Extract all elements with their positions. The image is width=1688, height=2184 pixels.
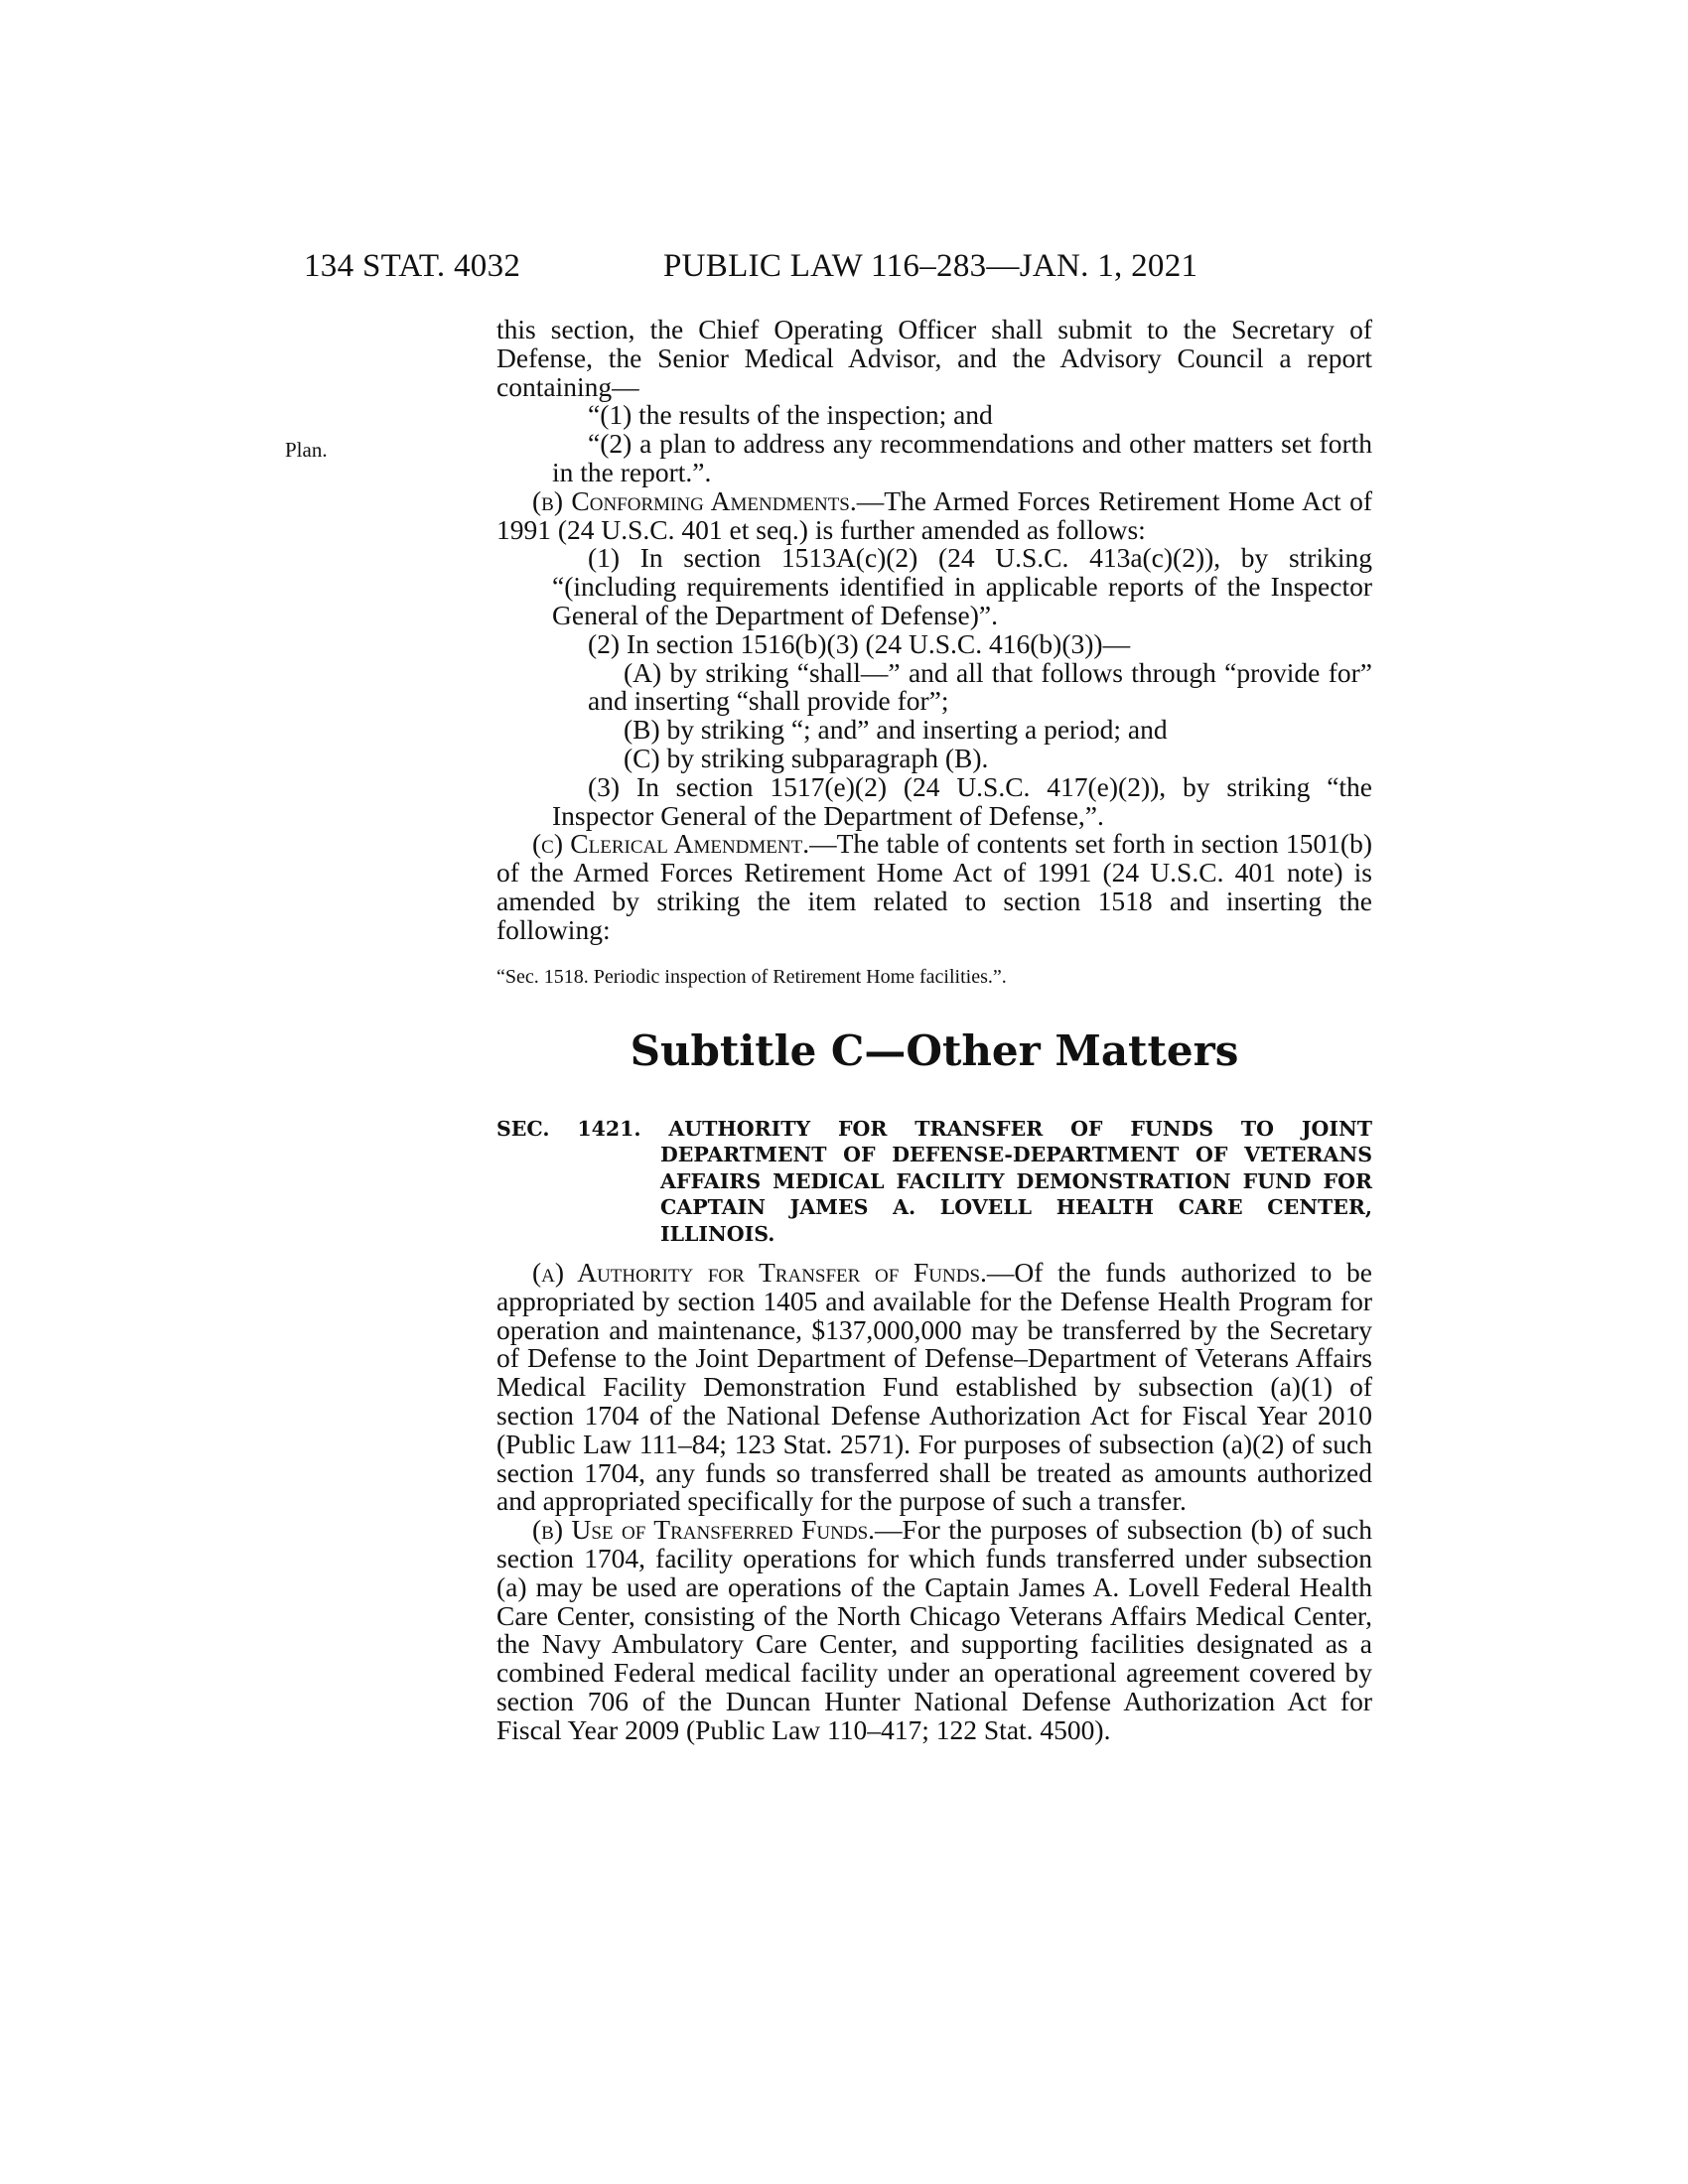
- section-subsection-b: [496, 1516, 1372, 1744]
- margin-note-plan: Plan.: [285, 438, 328, 462]
- section-subsection-a-text: —Of the funds authorized to be appropriated by section 1405 and available for the Defense Health Program for operation and maintenance, $137,000,000 may be transferred by the Secretary of Defense to the Joint Department of Defense–Department of Veterans Affairs Medical Facility Demonstration Fund established by subsection (a)(1) of section 1704 of the National Defense Authorization Act for Fiscal Year 2010 (Public Law 111–84; 123 Stat. 2571). For purposes of subsection (a)(2) of such section 1704, any funds so transferred shall be treated as amounts authorized and appropriated specifically for the purpose of such a transfer.: [496, 1257, 1372, 1517]
- paragraph-b1: (1) In section 1513A(c)(2) (24 U.S.C. 413a(c)(2)), by striking “(including requirements identified in applicable reports of the Inspector General of the Department of Defense)”.: [552, 542, 1372, 630]
- statute-page-reference: 134 STAT. 4032: [304, 248, 521, 284]
- subsection-c: [496, 830, 1372, 944]
- section-subsection-b-heading: (b) Use of Transferred Funds.: [532, 1514, 876, 1546]
- quoted-item-2: “(2) a plan to address any recommendations and other matters set forth in the report.”.: [552, 428, 1372, 487]
- section-subsection-a-heading: (a) Authority for Transfer of Funds.: [532, 1257, 987, 1289]
- subparagraph-b2a: (A) by striking “shall—” and all that follows through “provide for” and inserting “shall provide for”;: [588, 656, 1372, 717]
- paragraph-b2: (2) In section 1516(b)(3) (24 U.S.C. 416(b)(3))—: [588, 627, 1131, 659]
- document-body: [496, 316, 1372, 1745]
- quoted-item-1: “(1) the results of the inspection; and: [588, 399, 993, 431]
- table-of-contents-item: “Sec. 1518. Periodic inspection of Retirement Home facilities.”.: [496, 965, 1007, 988]
- page-header: [0, 248, 1688, 288]
- subsection-b-heading: (b) Conforming Amendments.: [532, 484, 857, 516]
- section-subsection-a: [496, 1259, 1372, 1516]
- subsection-b: [496, 484, 1373, 545]
- subsection-c-text: —The table of contents set forth in section 1501(b) of the Armed Forces Retirement Home Act of 1991 (24 U.S.C. 401 note) is amended by striking the item related to section 1518 and inserting the following:: [496, 828, 1372, 945]
- public-law-reference: PUBLIC LAW 116–283—JAN. 1, 2021: [663, 248, 1198, 284]
- section-heading: SEC. 1421. AUTHORITY FOR TRANSFER OF FUNDS TO JOINT DEPARTMENT OF DEFENSE-DEPARTMENT OF VETERANS AFFAIRS MEDICAL FACILITY DEMONSTRATION FUND FOR CAPTAIN JAMES A. LOVELL HEALTH CARE CENTER, ILLINOIS.: [496, 1116, 1372, 1246]
- subsection-c-heading: (c) Clerical Amendment.: [532, 828, 810, 860]
- subparagraph-b2c: (C) by striking subparagraph (B).: [624, 742, 989, 773]
- subtitle-heading: Subtitle C—Other Matters: [630, 1025, 1239, 1075]
- paragraph-b3: (3) In section 1517(e)(2) (24 U.S.C. 417(e)(2)), by striking “the Inspector General of the Department of Defense,”.: [552, 770, 1372, 831]
- subsection-b-text: —The Armed Forces Retirement Home Act of 1991 (24 U.S.C. 401 et seq.) is further amended as follows:: [496, 484, 1373, 545]
- continuation-paragraph: this section, the Chief Operating Officer shall submit to the Secretary of Defense, the Senior Medical Advisor, and the Advisory Council a report containing—: [496, 314, 1372, 402]
- subparagraph-b2b: (B) by striking “; and” and inserting a period; and: [624, 714, 1168, 746]
- section-subsection-b-text: —For the purposes of subsection (b) of such section 1704, facility operations for which funds transferred under subsection (a) may be used are operations of the Captain James A. Lovell Federal Health Care Center, consisting of the North Chicago Veterans Affairs Medical Center, the Navy Ambulatory Care Center, and supporting facilities designated as a combined Federal medical facility under an operational agreement covered by section 706 of the Duncan Hunter National Defense Authorization Act for Fiscal Year 2009 (Public Law 110–417; 122 Stat. 4500).: [496, 1514, 1372, 1745]
